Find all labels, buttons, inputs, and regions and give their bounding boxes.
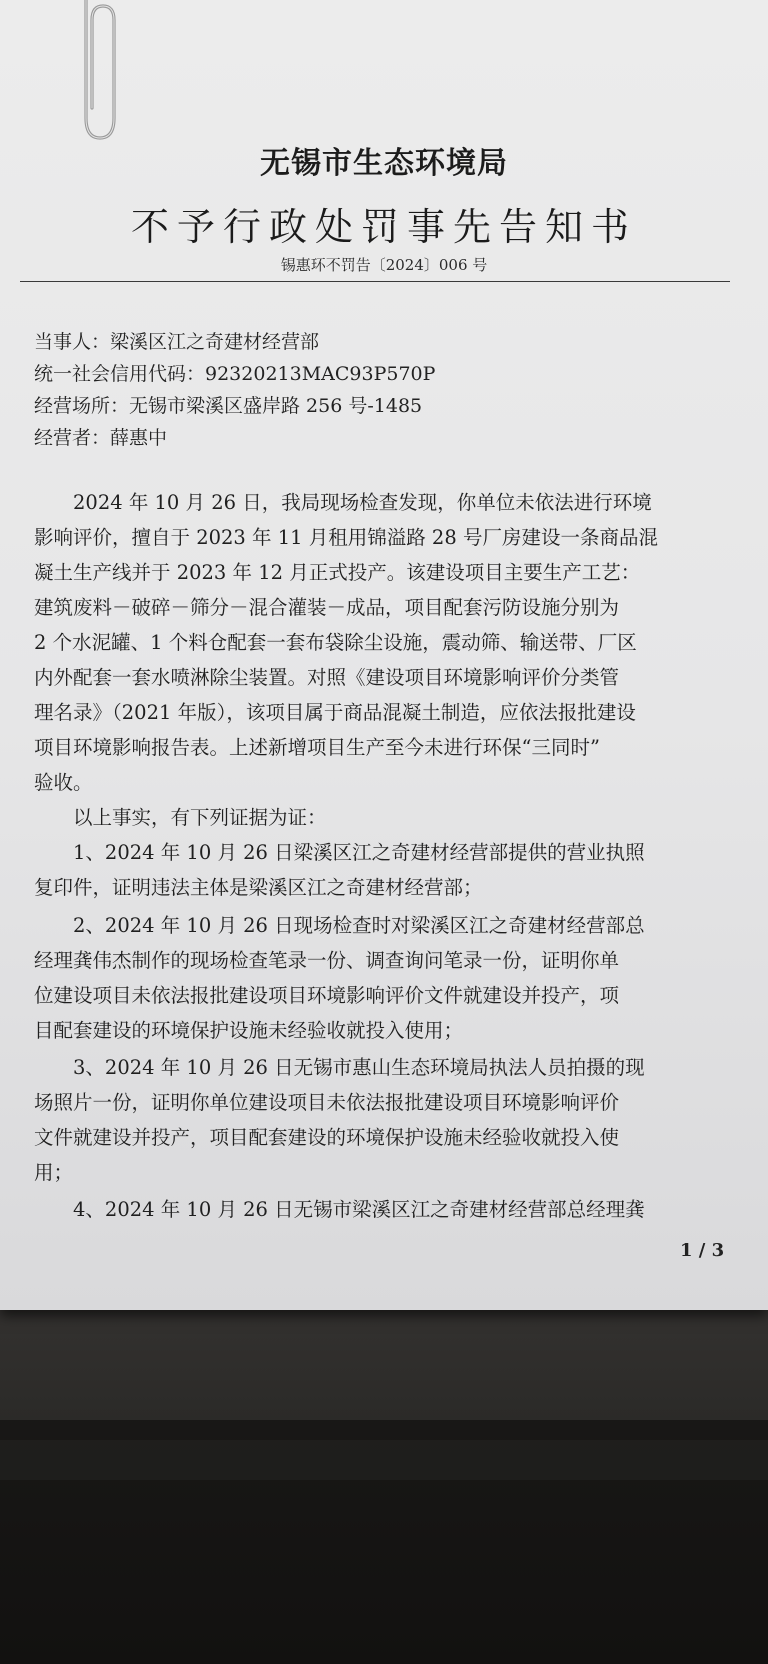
evidence-item-4 — [34, 1192, 734, 1227]
paragraph-line: 位建设项目未依法报批建设项目环境影响评价文件就建设并投产，项 — [34, 984, 620, 1007]
paragraph-line: 凝土生产线并于 2023 年 12 月正式投产。该建设项目主要生产工艺： — [34, 561, 641, 584]
facts-paragraph — [34, 485, 734, 800]
paragraph-line: 目配套建设的环境保护设施未经验收就投入使用； — [34, 1019, 464, 1042]
document-title: 不予行政处罚事先告知书 — [130, 205, 637, 249]
business-address: 经营场所：无锡市梁溪区盛岸路 256 号-1485 — [34, 395, 423, 417]
underlying-sheet — [0, 1300, 768, 1420]
paragraph-line: 用； — [34, 1161, 74, 1184]
party-name: 当事人：梁溪区江之奇建材经营部 — [34, 331, 320, 353]
header-divider — [20, 281, 730, 282]
paragraph-line: 2 个水泥罐、1 个料仓配套一套布袋除尘设施，震动筛、输送带、厂区 — [34, 631, 637, 654]
paragraph-line: 以上事实，有下列证据为证： — [34, 806, 327, 829]
paragraph-line: 影响评价，擅自于 2023 年 11 月租用锦溢路 28 号厂房建设一条商品混 — [34, 526, 658, 549]
paragraph-line: 4、2024 年 10 月 26 日无锡市梁溪区江之奇建材经营部总经理龚 — [34, 1198, 645, 1221]
paperclip-icon — [72, 0, 118, 145]
paragraph-line: 1、2024 年 10 月 26 日梁溪区江之奇建材经营部提供的营业执照 — [34, 841, 645, 864]
paragraph-line: 2024 年 10 月 26 日，我局现场检查发现，你单位未依法进行环境 — [34, 491, 652, 514]
evidence-item-2 — [34, 908, 734, 1048]
page-number: 1 / 3 — [680, 1240, 725, 1261]
operator-name: 经营者：薛惠中 — [34, 427, 168, 449]
paragraph-line: 建筑废料－破碎－筛分－混合灌装－成品，项目配套污防设施分别为 — [34, 596, 620, 619]
paragraph-line: 2、2024 年 10 月 26 日现场检查时对梁溪区江之奇建材经营部总 — [34, 914, 645, 937]
paragraph-line: 3、2024 年 10 月 26 日无锡市惠山生态环境局执法人员拍摄的现 — [34, 1056, 645, 1079]
evidence-item-3 — [34, 1050, 734, 1190]
evidence-item-1 — [34, 835, 734, 905]
desk-shadow-band — [0, 1440, 768, 1480]
paragraph-line: 项目环境影响报告表。上述新增项目生产至今未进行环保“三同时” — [34, 736, 600, 759]
paragraph-line: 文件就建设并投产，项目配套建设的环境保护设施未经验收就投入使 — [34, 1126, 620, 1149]
paragraph-line: 场照片一份，证明你单位建设项目未依法报批建设项目环境影响评价 — [34, 1091, 620, 1114]
credit-code: 统一社会信用代码：92320213MAC93P570P — [34, 363, 436, 385]
document-number: 锡惠环不罚告〔2024〕006 号 — [280, 256, 488, 274]
paragraph-line: 复印件，证明违法主体是梁溪区江之奇建材经营部； — [34, 876, 483, 899]
evidence-intro — [34, 800, 734, 835]
paragraph-line: 理名录》（2021 年版），该项目属于商品混凝土制造，应依法报批建设 — [34, 701, 636, 724]
paragraph-line: 内外配套一套水喷淋除尘装置。对照《建设项目环境影响评价分类管 — [34, 666, 620, 689]
paragraph-line: 验收。 — [34, 771, 93, 794]
paragraph-line: 经理龚伟杰制作的现场检查笔录一份、调查询问笔录一份，证明你单 — [34, 949, 620, 972]
issuer-name: 无锡市生态环境局 — [260, 146, 508, 181]
